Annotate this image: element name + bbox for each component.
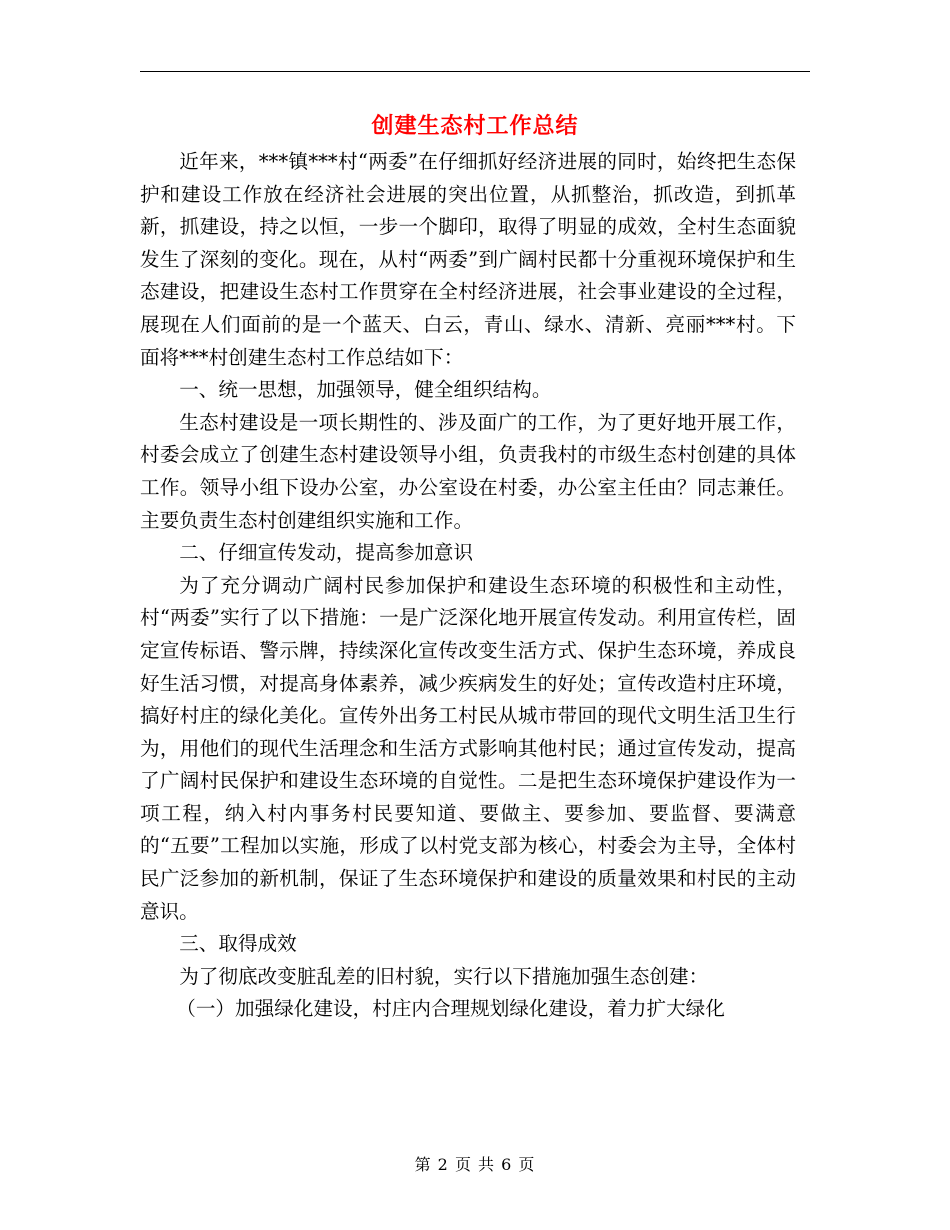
- page-number: 第 2 页 共 6 页: [414, 1155, 536, 1174]
- paragraph-organization: 生态村建设是一项长期性的、涉及面广的工作，为了更好地开展工作，村委会成立了创建生态村建设领导小组，负责我村的市级生态村创建的具体工作。领导小组下设办公室，办公室设在村委，办公室主任由？同志兼任。主要负责生态村创建组织实施和工作。: [140, 410, 796, 532]
- section-heading-1: 一、统一思想，加强领导，健全组织结构。: [179, 378, 552, 402]
- section-heading-3: 三、取得成效: [179, 932, 297, 956]
- document-title: 创建生态村工作总结: [371, 113, 579, 139]
- paragraph-publicity: 为了充分调动广阔村民参加保护和建设生态环境的积极性和主动性，村“两委”实行了以下措施：一是广泛深化地开展宣传发动。利用宣传栏，固定宣传标语、警示牌，持续深化宣传改变生活方式、保护生态环境，养成良好生活习惯，对提高身体素养，减少疾病发生的好处；宣传改造村庄环境，搞好村庄的绿化美化。宣传外出务工村民从城市带回的现代文明生活卫生行为，用他们的现代生活理念和生活方式影响其他村民；通过宣传发动，提高了广阔村民保护和建设生态环境的自觉性。二是把生态环境保护建设作为一项工程，纳入村内事务村民要知道、要做主、要参加、要监督、要满意的“五要”工程加以实施，形成了以村党支部为核心，村委会为主导，全体村民广泛参加的新机制，保证了生态环境保护和建设的质量效果和村民的主动意识。: [140, 573, 796, 923]
- document-body: [140, 146, 796, 1026]
- paragraph-greening: （一）加强绿化建设，村庄内合理规划绿化建设，着力扩大绿化: [176, 997, 725, 1021]
- header-rule: [140, 71, 810, 72]
- paragraph-intro: 近年来，***镇***村“两委”在仔细抓好经济进展的同时，始终把生态保护和建设工作放在经济社会进展的突出位置，从抓整治，抓改造，到抓革新，抓建设，持之以恒，一步一个脚印，取得了明显的成效，全村生态面貌发生了深刻的变化。现在，从村“两委”到广阔村民都十分重视环境保护和生态建设，把建设生态村工作贯穿在全村经济进展，社会事业建设的全过程，展现在人们面前的是一个蓝天、白云，青山、绿水、清新、亮丽***村。下面将***村创建生态村工作总结如下：: [140, 150, 796, 369]
- section-heading-2: 二、仔细宣传发动，提高参加意识: [179, 541, 474, 565]
- paragraph-measures: 为了彻底改变脏乱差的旧村貌，实行以下措施加强生态创建：: [179, 964, 709, 988]
